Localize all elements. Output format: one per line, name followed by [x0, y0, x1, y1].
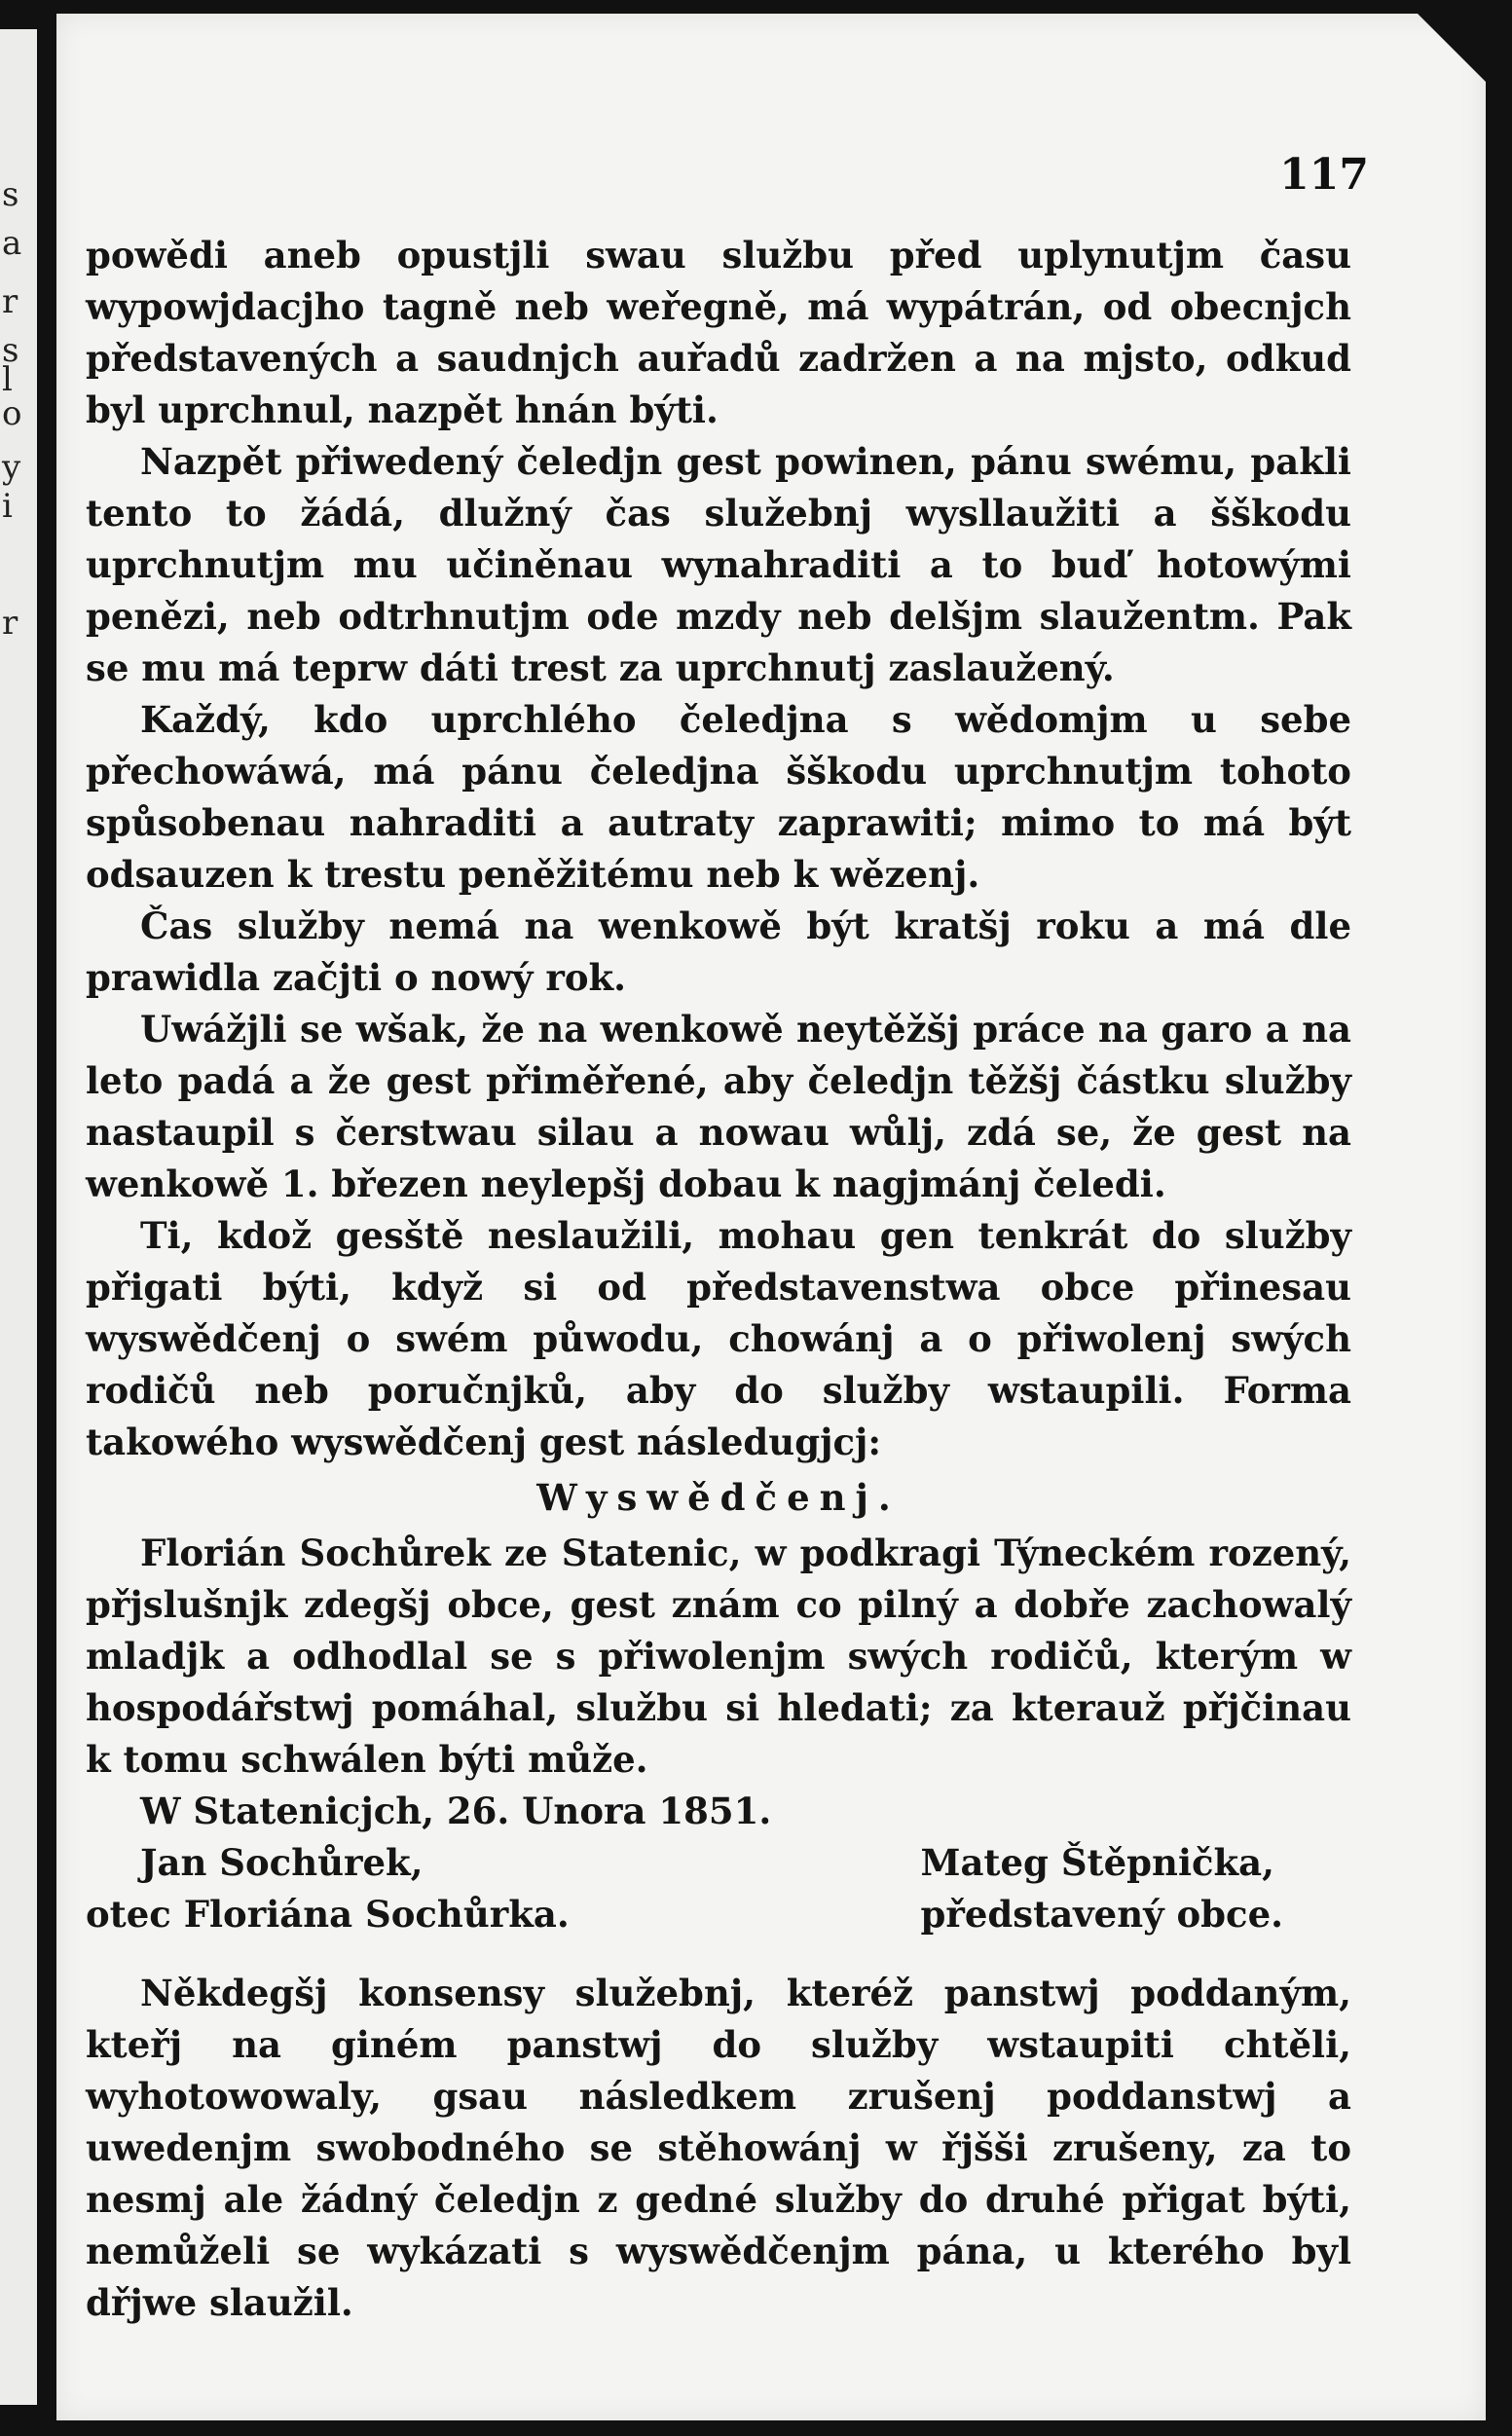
margin-fragment: i	[2, 487, 13, 526]
page-corner-fold	[1418, 14, 1486, 82]
signer-right-role: představený obce.	[920, 1893, 1283, 1936]
certificate-heading: Wyswědčenj.	[536, 1476, 901, 1519]
certificate-signatures	[86, 1837, 1351, 1940]
signer-left-role: otec Floriána Sochůrka.	[86, 1893, 570, 1936]
certificate-sample	[86, 1472, 1351, 1940]
paragraph: Každý, kdo uprchlého čeledjna s wědomjm u sebe přechowáwá, má pánu čeledjna šškodu uprchnutjm tohoto spůsobenau nahraditi a autraty zaprawiti; mimo to má být odsauzen k trestu peněžitému neb k wězenj.	[86, 698, 1351, 896]
certificate-body: Florián Sochůrek ze Statenic, w podkragi Týneckém rozený, přjslušnjk zdegšj obce, gest znám co pilný a dobře zachowalý mladjk a odhodlal se s přiwolenjm swých rodičů, kterým w hospodářstwj pomáhal, službu si hledati; za kterauž přjčinau k tomu schwálen býti může.	[86, 1532, 1351, 1781]
paragraph: Ti, kdož gesště neslaužili, mohau gen tenkrát do služby přigati býti, když si od představenstwa obce přinesau wyswědčenj o swém půwodu, chowánj a o přiwolenj swých rodičů neb poručnjků, aby do služby wstaupili. Forma takowého wyswědčenj gest následugjcj:	[86, 1214, 1351, 1463]
paragraph: Nazpět přiwedený čeledjn gest powinen, pánu swému, pakli tento to žádá, dlužný čas služebnj wysllaužiti a šškodu uprchnutjm mu učiněnau wynahraditi a to buď hotowými penězi, neb odtrhnutjm ode mzdy neb delšjm slaužentm. Pak se mu má teprw dáti trest za uprchnutj zaslaužený.	[86, 440, 1351, 689]
paragraph: Někdegšj konsensy služebnj, kteréž panstwj poddaným, kteřj na giném panstwj do služby wstaupiti chtěli, wyhotowowaly, gsau následkem zrušenj poddanstwj a uwedenjm swobodného se stěhowánj w řjšši zrušeny, za to nesmj ale žádný čeledjn z gedné služby do druhé přigat býti, nemůželi se wykázati s wyswědčenjm pána, u kterého byl dřjwe slaužil.	[86, 1972, 1351, 2324]
margin-fragment: s	[2, 331, 19, 370]
certificate-date-line: W Statenicjch, 26. Unora 1851.	[140, 1790, 772, 1832]
book-page	[56, 14, 1486, 2420]
paragraph: Uwážjli se wšak, že na wenkowě neytěžšj práce na garo a na leto padá a že gest přiměřené, aby čeledjn těžšj částku služby nastaupil s čerstwau silau a nowau wůlj, zdá se, že gest na wenkowě 1. březen neylepšj dobau k nagjmánj čeledi.	[86, 1008, 1351, 1205]
margin-fragment: s	[2, 175, 19, 214]
signer-left-name: Jan Sochůrek,	[140, 1841, 424, 1884]
signature-right	[921, 1837, 1284, 1940]
page-number: 117	[1279, 150, 1369, 200]
previous-page-edge	[0, 29, 37, 2405]
paragraph: Čas služby nemá na wenkowě být kratšj roku a má dle prawidla začjti o nowý rok.	[86, 904, 1351, 999]
signature-left	[86, 1837, 570, 1940]
margin-fragment: o	[2, 394, 22, 433]
page-body	[86, 230, 1351, 2329]
signer-right-name: Mateg Štěpnička,	[920, 1841, 1275, 1884]
margin-fragment: r	[2, 604, 18, 643]
margin-fragment: r	[2, 282, 18, 321]
margin-fragment: l	[2, 360, 13, 399]
paragraph: powědi aneb opustjli swau službu před uplynutjm času wypowjdacjho tagně neb weřegně, má wypátrán, od obecnjch představených a saudnjch auřadů zadržen a na mjsto, odkud byl uprchnul, nazpět hnán býti.	[86, 234, 1351, 431]
margin-fragment: a	[2, 224, 22, 263]
margin-fragment: y	[2, 448, 21, 487]
